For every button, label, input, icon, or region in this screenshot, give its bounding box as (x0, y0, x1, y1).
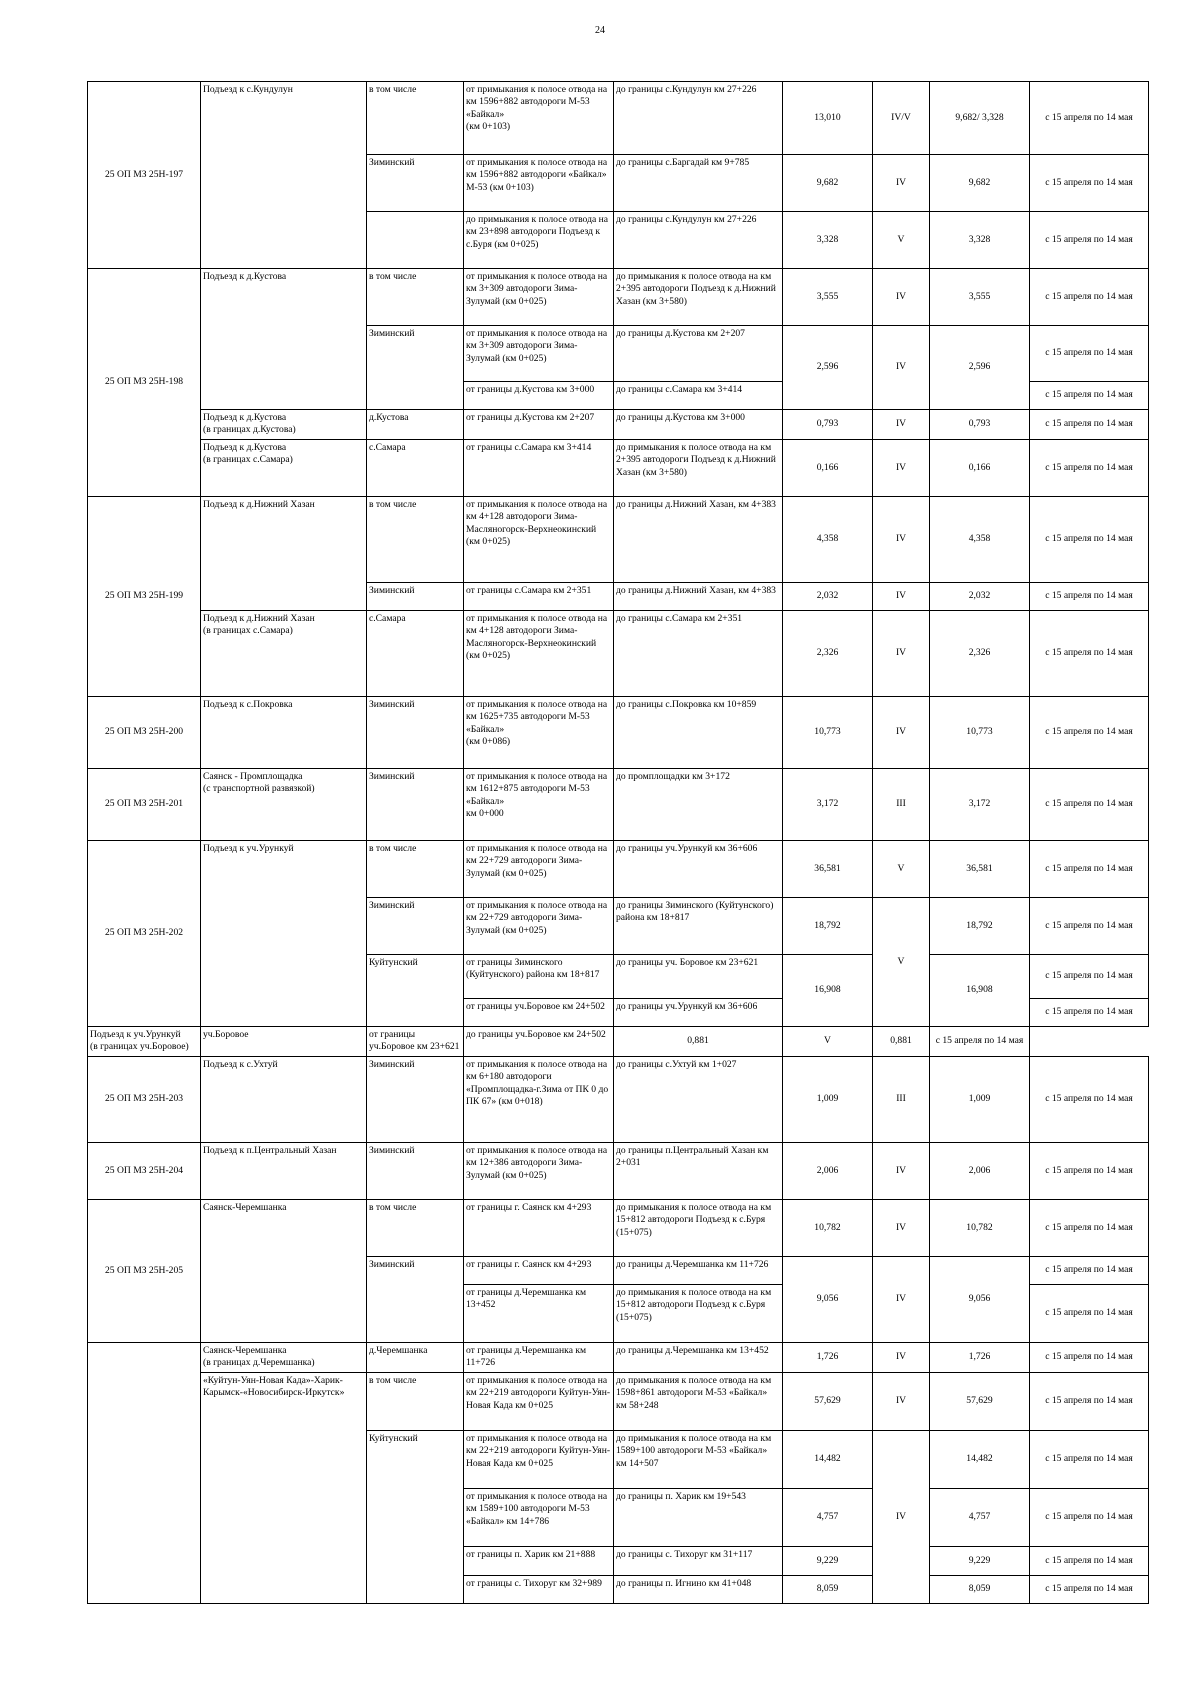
period: с 15 апреля по 14 мая (1030, 212, 1149, 269)
section-to: до границы с.Самара км 2+351 (614, 610, 783, 696)
section-to: до границы п. Харик км 19+543 (614, 1488, 783, 1546)
district: в том числе (367, 82, 464, 155)
district: с.Самара (367, 439, 464, 496)
length: 1,009 (783, 1056, 873, 1142)
category: IV (873, 1256, 930, 1342)
area-length: 4,358 (930, 496, 1030, 582)
category: IV (873, 610, 930, 696)
category: IV (873, 1430, 930, 1603)
period: с 15 апреля по 14 мая (1030, 696, 1149, 768)
section-from: до примыкания к полосе отвода на км 23+898 автодороги Подъезд к с.Буря (км 0+025) (464, 212, 614, 269)
road-id: 25 ОП МЗ 25Н-202 (88, 840, 201, 1026)
road-name: Подъезд к д.Кустова (в границах д.Кустова) (201, 410, 367, 440)
section-from: от границы д.Черемшанка км 11+726 (464, 1342, 614, 1372)
section-from: от примыкания к полосе отвода на км 6+180 автодороги «Промплощадка-г.Зима от ПК 0 до ПК 67» (км 0+018) (464, 1056, 614, 1142)
category: IV (873, 582, 930, 610)
district: с.Самара (367, 610, 464, 696)
road-name: Подъезд к д.Кустова (201, 269, 367, 410)
section-from: от границы д.Черемшанка км 13+452 (464, 1284, 614, 1342)
district: в том числе (367, 840, 464, 897)
section-from: от примыкания к полосе отвода на км 22+219 автодороги Куйтун-Уян-Новая Када км 0+025 (464, 1372, 614, 1430)
district: в том числе (367, 1372, 464, 1430)
length: 2,006 (783, 1142, 873, 1199)
length: 3,328 (783, 212, 873, 269)
period: с 15 апреля по 14 мая (1030, 1430, 1149, 1488)
district: Зиминский (367, 1142, 464, 1199)
category: IV (873, 1199, 930, 1256)
length: 2,032 (783, 582, 873, 610)
period: с 15 апреля по 14 мая (1030, 897, 1149, 954)
road-name: «Куйтун-Уян-Новая Када»-Харик-Карымск-«Новосибирск-Иркутск» (201, 1372, 367, 1603)
category: III (873, 1056, 930, 1142)
road-name: Подъезд к уч.Урункуй (201, 840, 367, 1026)
section-from: от примыкания к полосе отвода на км 1596+882 автодороги М-53 «Байкал» (км 0+103) (464, 82, 614, 155)
section-from: от примыкания к полосе отвода на км 1612+875 автодороги М-53 «Байкал» км 0+000 (464, 768, 614, 840)
section-to: до границы с.Покровка км 10+859 (614, 696, 783, 768)
period: с 15 апреля по 14 мая (1030, 1546, 1149, 1575)
period: с 15 апреля по 14 мая (1030, 496, 1149, 582)
section-to: до границы уч.Урункуй км 36+606 (614, 998, 783, 1026)
area-length: 1,009 (930, 1056, 1030, 1142)
area-length: 3,555 (930, 269, 1030, 326)
length: 2,596 (783, 326, 873, 410)
district: Куйтунский (367, 1430, 464, 1603)
section-to: до примыкания к полосе отвода на км 1598+861 автодороги М-53 «Байкал» км 58+248 (614, 1372, 783, 1430)
table-row (88, 1056, 1149, 1142)
area-length: 10,773 (930, 696, 1030, 768)
table-row (88, 696, 1149, 768)
section-from: от границы д.Кустова км 3+000 (464, 382, 614, 410)
length: 3,555 (783, 269, 873, 326)
length: 14,482 (783, 1430, 873, 1488)
section-to: до примыкания к полосе отвода на км 1589+100 автодороги М-53 «Байкал» км 14+507 (614, 1430, 783, 1488)
period: с 15 апреля по 14 мая (1030, 1284, 1149, 1342)
section-to: до границы с.Кундулун км 27+226 (614, 212, 783, 269)
section-to: до примыкания к полосе отвода на км 15+812 автодороги Подъезд к с.Буря (15+075) (614, 1199, 783, 1256)
area-length: 9,682 (930, 155, 1030, 212)
district: Зиминский (367, 897, 464, 954)
section-to: до границы с.Ухтуй км 1+027 (614, 1056, 783, 1142)
road-id: 25 ОП МЗ 25Н-205 (88, 1199, 201, 1342)
table-row (88, 1142, 1149, 1199)
section-from: от примыкания к полосе отвода на км 22+729 автодороги Зима-Зулумай (км 0+025) (464, 897, 614, 954)
table-row (88, 840, 1149, 897)
road-name: Подъезд к д.Кустова (в границах с.Самара) (201, 439, 367, 496)
road-id: 25 ОП МЗ 25Н-197 (88, 82, 201, 269)
table-row (88, 1026, 1149, 1056)
district: Зиминский (367, 1256, 464, 1342)
area-length: 57,629 (930, 1372, 1030, 1430)
road-name: Подъезд к д.Нижний Хазан (в границах с.Самара) (201, 610, 367, 696)
category: IV (873, 155, 930, 212)
section-to: до примыкания к полосе отвода на км 2+395 автодороги Подъезд к д.Нижний Хазан (км 3+580) (614, 269, 783, 326)
road-id: 25 ОП МЗ 25Н-199 (88, 496, 201, 696)
table-row (88, 1372, 1149, 1430)
district: Зиминский (367, 582, 464, 610)
section-to: до границы д.Черемшанка км 11+726 (614, 1256, 783, 1284)
length: 0,793 (783, 410, 873, 440)
period: с 15 апреля по 14 мая (1030, 1342, 1149, 1372)
area-length: 2,326 (930, 610, 1030, 696)
road-id (88, 1342, 201, 1603)
area-length: 2,596 (930, 326, 1030, 410)
category: IV (873, 410, 930, 440)
length: 4,358 (783, 496, 873, 582)
period: с 15 апреля по 14 мая (1030, 1056, 1149, 1142)
section-to: до границы д.Нижний Хазан, км 4+383 (614, 496, 783, 582)
area-length: 1,726 (930, 1342, 1030, 1372)
road-name: Саянск-Черемшанка (в границах д.Черемшанка) (201, 1342, 367, 1372)
area-length: 8,059 (930, 1575, 1030, 1603)
road-id: 25 ОП МЗ 25Н-201 (88, 768, 201, 840)
length: 9,682 (783, 155, 873, 212)
road-id: 25 ОП МЗ 25Н-204 (88, 1142, 201, 1199)
section-to: до границы д.Кустова км 3+000 (614, 410, 783, 440)
section-from: от примыкания к полосе отвода на км 3+309 автодороги Зима-Зулумай (км 0+025) (464, 326, 614, 382)
area-length: 9,056 (930, 1256, 1030, 1342)
period: с 15 апреля по 14 мая (930, 1026, 1030, 1056)
district: в том числе (367, 269, 464, 326)
category: IV (873, 269, 930, 326)
district: Зиминский (367, 1056, 464, 1142)
area-length: 10,782 (930, 1199, 1030, 1256)
section-to: до границы уч.Урункуй км 36+606 (614, 840, 783, 897)
length: 4,757 (783, 1488, 873, 1546)
table-row (88, 1199, 1149, 1256)
period: с 15 апреля по 14 мая (1030, 439, 1149, 496)
period: с 15 апреля по 14 мая (1030, 1199, 1149, 1256)
section-to: до границы п.Центральный Хазан км 2+031 (614, 1142, 783, 1199)
period: с 15 апреля по 14 мая (1030, 840, 1149, 897)
period: с 15 апреля по 14 мая (1030, 382, 1149, 410)
section-from: от примыкания к полосе отвода на км 3+309 автодороги Зима-Зулумай (км 0+025) (464, 269, 614, 326)
period: с 15 апреля по 14 мая (1030, 410, 1149, 440)
length: 9,056 (783, 1256, 873, 1342)
section-from: от границы с. Тихоруг км 32+989 (464, 1575, 614, 1603)
section-to: до границы д.Черемшанка км 13+452 (614, 1342, 783, 1372)
length: 10,773 (783, 696, 873, 768)
page-number: 24 (595, 25, 605, 36)
section-to: до границы с.Кундулун км 27+226 (614, 82, 783, 155)
road-name: Подъезд к с.Покровка (201, 696, 367, 768)
road-name: Подъезд к уч.Урункуй (в границах уч.Боровое) (88, 1026, 201, 1056)
table-row (88, 768, 1149, 840)
area-length: 9,682/ 3,328 (930, 82, 1030, 155)
section-from: от границы уч.Боровое км 23+621 (367, 1026, 464, 1056)
road-id: 25 ОП МЗ 25Н-198 (88, 269, 201, 497)
table-row (88, 610, 1149, 696)
category: IV (873, 496, 930, 582)
area-length: 0,166 (930, 439, 1030, 496)
district: в том числе (367, 1199, 464, 1256)
category: IV (873, 1142, 930, 1199)
length: 16,908 (783, 954, 873, 1026)
district: уч.Боровое (201, 1026, 367, 1056)
area-length: 18,792 (930, 897, 1030, 954)
area-length: 0,881 (873, 1026, 930, 1056)
period: с 15 апреля по 14 мая (1030, 998, 1149, 1026)
length: 57,629 (783, 1372, 873, 1430)
section-to: до примыкания к полосе отвода на км 15+812 автодороги Подъезд к с.Буря (15+075) (614, 1284, 783, 1342)
area-length: 9,229 (930, 1546, 1030, 1575)
period: с 15 апреля по 14 мая (1030, 768, 1149, 840)
period: с 15 апреля по 14 мая (1030, 1142, 1149, 1199)
period: с 15 апреля по 14 мая (1030, 269, 1149, 326)
length: 0,166 (783, 439, 873, 496)
section-from: от примыкания к полосе отвода на км 1625+735 автодороги М-53 «Байкал» (км 0+086) (464, 696, 614, 768)
length: 8,059 (783, 1575, 873, 1603)
section-to: до примыкания к полосе отвода на км 2+395 автодороги Подъезд к д.Нижний Хазан (км 3+580) (614, 439, 783, 496)
period: с 15 апреля по 14 мая (1030, 1256, 1149, 1284)
roads-table (87, 81, 1149, 1604)
length: 2,326 (783, 610, 873, 696)
period: с 15 апреля по 14 мая (1030, 1575, 1149, 1603)
area-length: 14,482 (930, 1430, 1030, 1488)
length: 36,581 (783, 840, 873, 897)
section-to: до границы с.Баргадай км 9+785 (614, 155, 783, 212)
category: IV (873, 696, 930, 768)
area-length: 16,908 (930, 954, 1030, 1026)
road-name: Подъезд к с.Кундулун (201, 82, 367, 269)
period: с 15 апреля по 14 мая (1030, 610, 1149, 696)
section-from: от границы с.Самара км 2+351 (464, 582, 614, 610)
table-row (88, 1342, 1149, 1372)
section-to: до границы д.Нижний Хазан, км 4+383 (614, 582, 783, 610)
section-from: от примыкания к полосе отвода на км 12+386 автодороги Зима-Зулумай (км 0+025) (464, 1142, 614, 1199)
category: IV (873, 1342, 930, 1372)
area-length: 4,757 (930, 1488, 1030, 1546)
length: 9,229 (783, 1546, 873, 1575)
period: с 15 апреля по 14 мая (1030, 155, 1149, 212)
section-to: до промплощадки км 3+172 (614, 768, 783, 840)
road-name: Саянск-Черемшанка (201, 1199, 367, 1342)
section-from: от границы Зиминского (Куйтунского) района км 18+817 (464, 954, 614, 998)
category: IV (873, 439, 930, 496)
period: с 15 апреля по 14 мая (1030, 326, 1149, 382)
period: с 15 апреля по 14 мая (1030, 1488, 1149, 1546)
category: V (873, 897, 930, 1026)
category: III (873, 768, 930, 840)
table-row (88, 496, 1149, 582)
category: V (873, 212, 930, 269)
road-name: Саянск - Промплощадка (с транспортной развязкой) (201, 768, 367, 840)
period: с 15 апреля по 14 мая (1030, 82, 1149, 155)
category: IV (873, 326, 930, 410)
table-row (88, 410, 1149, 440)
district: д.Черемшанка (367, 1342, 464, 1372)
period: с 15 апреля по 14 мая (1030, 954, 1149, 998)
section-from: от примыкания к полосе отвода на км 1596+882 автодороги «Байкал» М-53 (км 0+103) (464, 155, 614, 212)
district: Зиминский (367, 326, 464, 410)
category: V (783, 1026, 873, 1056)
length: 3,172 (783, 768, 873, 840)
section-to: до границы уч. Боровое км 23+621 (614, 954, 783, 998)
section-from: от границы п. Харик км 21+888 (464, 1546, 614, 1575)
district: Куйтунский (367, 954, 464, 1026)
length: 13,010 (783, 82, 873, 155)
section-to: до границы с.Самара км 3+414 (614, 382, 783, 410)
period: с 15 апреля по 14 мая (1030, 582, 1149, 610)
section-from: от примыкания к полосе отвода на км 22+729 автодороги Зима-Зулумай (км 0+025) (464, 840, 614, 897)
length: 18,792 (783, 897, 873, 954)
area-length: 2,006 (930, 1142, 1030, 1199)
section-from: от границы г. Саянск км 4+293 (464, 1256, 614, 1284)
road-id: 25 ОП МЗ 25Н-200 (88, 696, 201, 768)
area-length: 2,032 (930, 582, 1030, 610)
road-name: Подъезд к п.Центральный Хазан (201, 1142, 367, 1199)
section-from: от границы с.Самара км 3+414 (464, 439, 614, 496)
district: в том числе (367, 496, 464, 582)
section-to: до границы Зиминского (Куйтунского) района км 18+817 (614, 897, 783, 954)
section-from: от примыкания к полосе отвода на км 1589+100 автодороги М-53 «Байкал» км 14+786 (464, 1488, 614, 1546)
district: Зиминский (367, 155, 464, 212)
period: с 15 апреля по 14 мая (1030, 1372, 1149, 1430)
district (367, 212, 464, 269)
section-to: до границы уч.Боровое км 24+502 (464, 1026, 614, 1056)
length: 0,881 (614, 1026, 783, 1056)
category: IV (873, 1372, 930, 1430)
length: 1,726 (783, 1342, 873, 1372)
area-length: 36,581 (930, 840, 1030, 897)
road-name: Подъезд к д.Нижний Хазан (201, 496, 367, 610)
road-id: 25 ОП МЗ 25Н-203 (88, 1056, 201, 1142)
section-from: от границы д.Кустова км 2+207 (464, 410, 614, 440)
section-from: от границы уч.Боровое км 24+502 (464, 998, 614, 1026)
section-from: от примыкания к полосе отвода на км 4+128 автодороги Зима-Масляногорск-Верхнеокинский (км 0+025) (464, 610, 614, 696)
table-row (88, 269, 1149, 326)
section-from: от границы г. Саянск км 4+293 (464, 1199, 614, 1256)
area-length: 3,172 (930, 768, 1030, 840)
section-to: до границы п. Игнино км 41+048 (614, 1575, 783, 1603)
table-row (88, 82, 1149, 155)
district: д.Кустова (367, 410, 464, 440)
district: Зиминский (367, 768, 464, 840)
category: V (873, 840, 930, 897)
section-from: от примыкания к полосе отвода на км 22+219 автодороги Куйтун-Уян-Новая Када км 0+025 (464, 1430, 614, 1488)
table-row (88, 439, 1149, 496)
road-name: Подъезд к с.Ухтуй (201, 1056, 367, 1142)
section-from: от примыкания к полосе отвода на км 4+128 автодороги Зима-Масляногорск-Верхнеокинский (км 0+025) (464, 496, 614, 582)
section-to: до границы с. Тихоруг км 31+117 (614, 1546, 783, 1575)
length: 10,782 (783, 1199, 873, 1256)
district: Зиминский (367, 696, 464, 768)
section-to: до границы д.Кустова км 2+207 (614, 326, 783, 382)
category: IV/V (873, 82, 930, 155)
area-length: 0,793 (930, 410, 1030, 440)
area-length: 3,328 (930, 212, 1030, 269)
